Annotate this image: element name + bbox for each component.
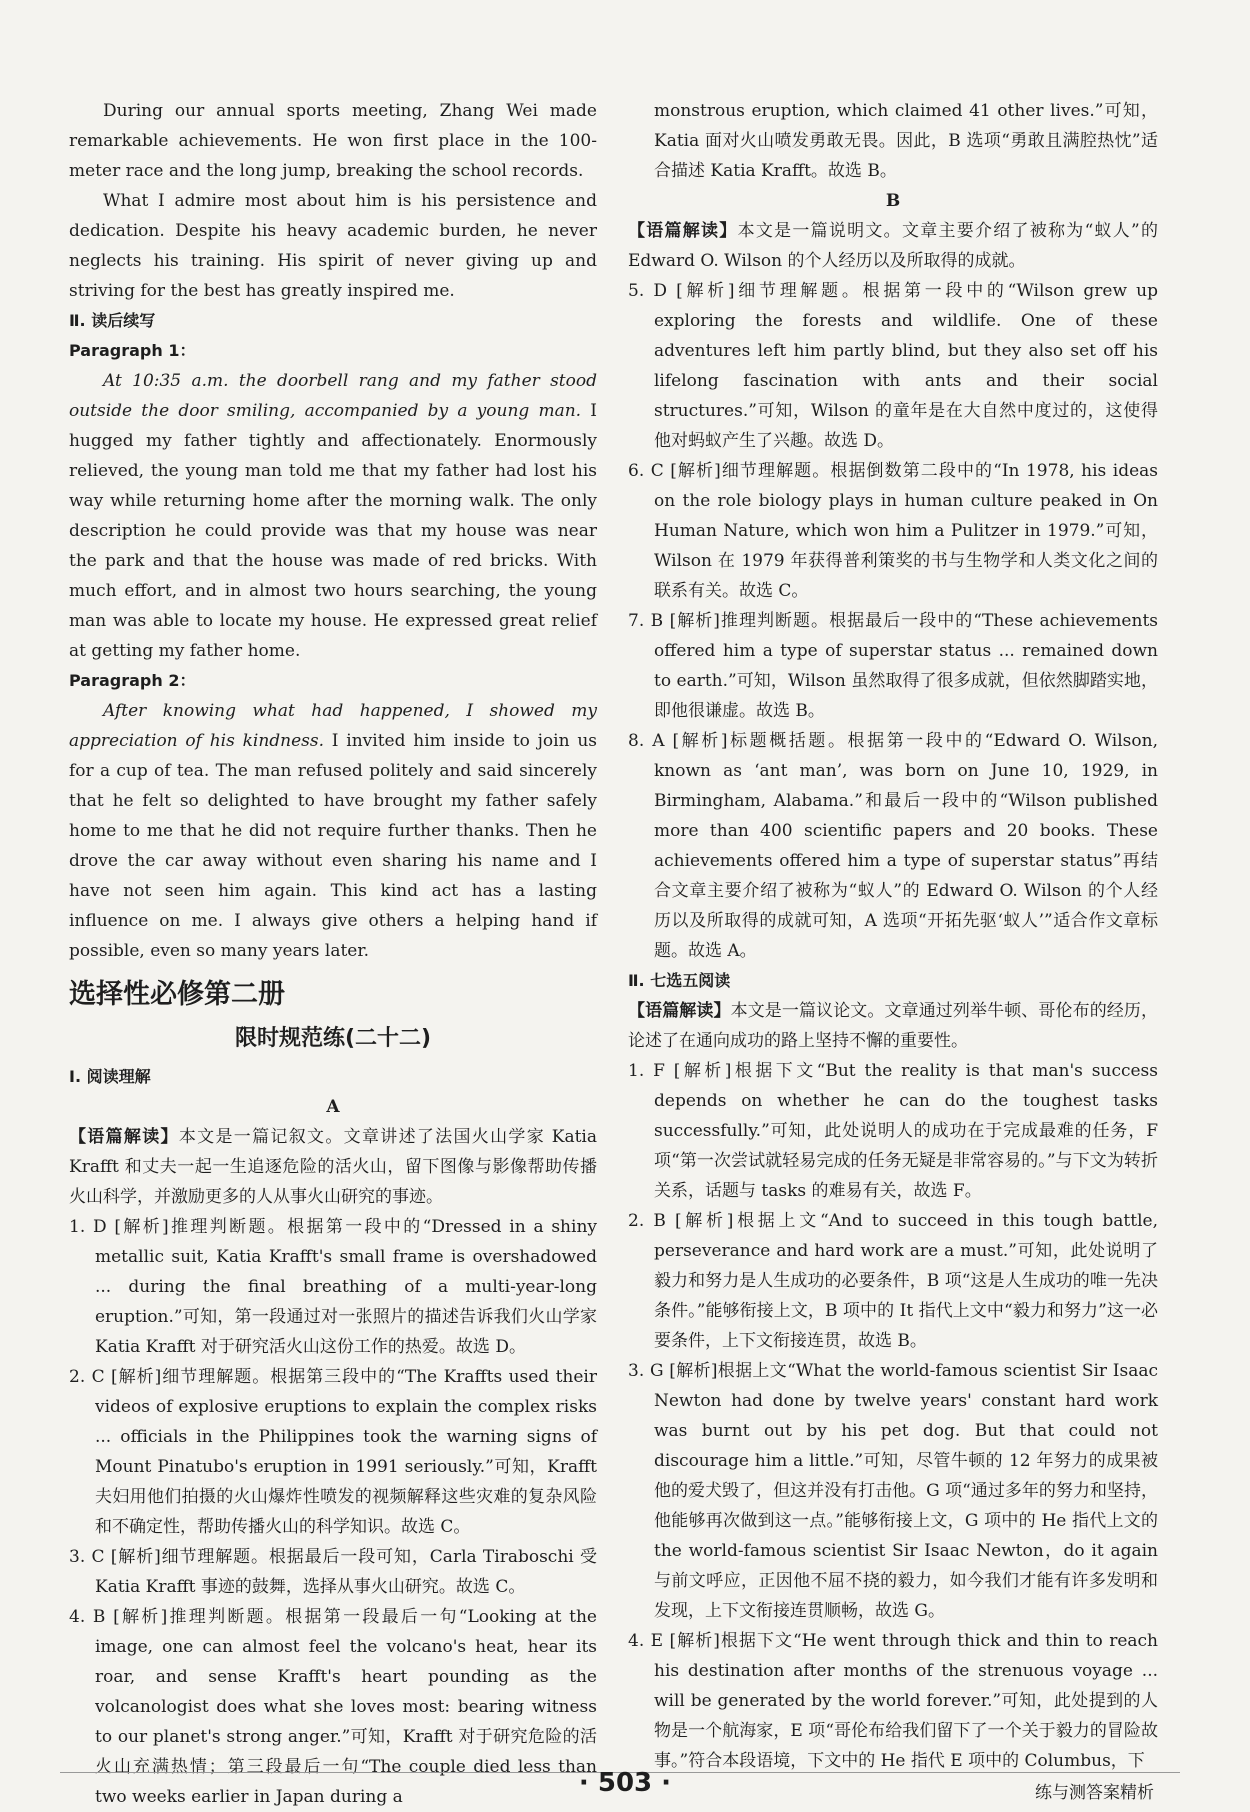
seven-five-intro bbox=[628, 996, 1158, 1056]
footer-book-name: 练与测答案精析 bbox=[1035, 1783, 1154, 1803]
paragraph-2-text bbox=[69, 696, 597, 966]
essay-paragraph-1: During our annual sports meeting, Zhang Wei made remarkable achievements. He won first place in the 100-meter race and the long jump, breaking the school records. bbox=[69, 101, 597, 181]
paragraph-2-body: I invited him inside to join us for a cup of tea. The man refused politely and said sincerely that he felt so delighted to have brought my father safely home to me that he did not require further thanks. Then he drove the car away without even sharing his name and I have not seen him again. This kind act has a lasting influence on me. I always give others a helping hand if possible, even so many years later. bbox=[69, 731, 597, 961]
answer-4: 4. B [解析]推理判断题。根据第一段最后一句“Looking at the image, one can almost feel the volcano's heat, hear its roar, and sense Krafft's heart pounding as the volcanologist does what she loves most: bearing witness to our planet's strong anger.”可知，Krafft 对于研究危险的活火山充满热情；第三段最后一句“The couple died less than two weeks earlier in Japan during a bbox=[69, 1607, 597, 1807]
paragraph-1-opening: At 10:35 a.m. the doorbell rang and my father stood outside the door smiling, accompanied by a young man. bbox=[69, 371, 597, 421]
section-heading-seven-choose-five: Ⅱ. 七选五阅读 bbox=[628, 971, 731, 990]
book-section-title: 选择性必修第二册 bbox=[69, 979, 285, 1010]
section-heading-reading: Ⅰ. 阅读理解 bbox=[69, 1067, 151, 1086]
paragraph-1-text bbox=[69, 366, 597, 666]
intro-tag: 【语篇解读】 bbox=[69, 1127, 179, 1147]
left-column bbox=[69, 96, 597, 1812]
intro-tag: 【语篇解读】 bbox=[628, 1001, 731, 1021]
passage-a-label: A bbox=[326, 1097, 340, 1117]
passage-b-label: B bbox=[885, 191, 901, 211]
essay-paragraph-2: What I admire most about him is his persistence and dedication. Despite his heavy academic burden, he never neglects his training. His spirit of never giving up and striving for the best has greatly inspired me. bbox=[69, 191, 597, 301]
answer-5: 5. D [解析]细节理解题。根据第一段中的“Wilson grew up exploring the forests and wildlife. One of these adventures left him partly blind, but they also set off his lifelong fascination with ants and their social structures.”可知，Wilson 的童年是在大自然中度过的，这使得他对蚂蚁产生了兴趣。故选 D。 bbox=[628, 281, 1158, 451]
intro-text: 本文是一篇说明文。文章主要介绍了被称为“蚁人”的 Edward O. Wilson 的个人经历以及所取得的成就。 bbox=[628, 221, 1158, 271]
intro-text: 本文是一篇记叙文。文章讲述了法国火山学家 Katia Krafft 和丈夫一起一生追逐危险的活火山，留下图像与影像帮助传播火山科学，并激励更多的人从事火山研究的事迹。 bbox=[69, 1127, 597, 1207]
page-number: · 503 · bbox=[578, 1768, 672, 1798]
answer-6: 6. C [解析]细节理解题。根据倒数第二段中的“In 1978, his ideas on the role biology plays in human culture peaked in On Human Nature, which won him a Pulitzer in 1979.”可知，Wilson 在 1979 年获得普利策奖的书与生物学和人类文化之间的联系有关。故选 C。 bbox=[628, 461, 1158, 601]
right-column bbox=[628, 96, 1158, 1776]
answer-1: 1. D [解析]推理判断题。根据第一段中的“Dressed in a shiny metallic suit, Katia Krafft's small frame is overshadowed ... during the final breathing of a multi-year-long eruption.”可知，第一段通过对一张照片的描述告诉我们火山学家 Katia Krafft 对于研究活火山这份工作的热爱。故选 D。 bbox=[69, 1217, 597, 1357]
passage-b-intro bbox=[628, 216, 1158, 276]
answer-s1: 1. F [解析]根据下文“But the reality is that man's success depends on whether he can do the toughest tasks successfully.”可知，此处说明人的成功在于完成最难的任务，F 项“第一次尝试就轻易完成的任务无疑是非常容易的。”与下文为转折关系，话题与 tasks 的难易有关，故选 F。 bbox=[628, 1061, 1158, 1201]
intro-text: 本文是一篇议论文。文章通过列举牛顿、哥伦布的经历，论述了在通向成功的路上坚持不懈的重要性。 bbox=[628, 1001, 1159, 1051]
answer-2: 2. C [解析]细节理解题。根据第三段中的“The Kraffts used their videos of explosive eruptions to explain the complex risks ... officials in the Philippines took the warning signs of Mount Pinatubo's eruption in 1991 seriously.”可知，Krafft 夫妇用他们拍摄的火山爆炸性喷发的视频解释这些灾难的复杂风险和不确定性，帮助传播火山的科学知识。故选 C。 bbox=[69, 1367, 597, 1537]
paragraph-2-label: Paragraph 2： bbox=[69, 671, 196, 690]
answer-3: 3. C [解析]细节理解题。根据最后一段可知，Carla Tiraboschi 受 Katia Krafft 事迹的鼓舞，选择从事火山研究。故选 C。 bbox=[69, 1547, 597, 1597]
paragraph-2-opening: After knowing what had happened, I showed my appreciation of his kindness. bbox=[69, 701, 597, 751]
paragraph-1-body: I hugged my father tightly and affectionately. Enormously relieved, the young man told me that my father had lost his way while returning home after the morning walk. The only description he could provide was that my house was near the park and that the house was made of red bricks. With much effort, and in almost two hours searching, the young man was able to locate my house. He expressed great relief at getting my father home. bbox=[69, 401, 597, 661]
answer-7: 7. B [解析]推理判断题。根据最后一段中的“These achievements offered him a type of superstar status ... remained down to earth.”可知，Wilson 虽然取得了很多成就，但依然脚踏实地，即他很谦虚。故选 B。 bbox=[628, 611, 1158, 721]
paragraph-1-label: Paragraph 1： bbox=[69, 341, 196, 360]
answer-s3: 3. G [解析]根据上文“What the world-famous scientist Sir Isaac Newton had done by twelve years' constant hard work was burnt out by his pet dog. But that could not discourage him a little.”可知，尽管牛顿的 12 年努力的成果被他的爱犬毁了，但这并没有打击他。G 项“通过多年的努力和坚持，他能够再次做到这一点。”能够衔接上文，G 项中的 He 指代上文的 the world-famous scientist Sir Isaac Newton，do it again 与前文呼应，正因他不屈不挠的毅力，如今我们才能有许多发明和发现，上下文衔接连贯顺畅，故选 G。 bbox=[628, 1361, 1158, 1621]
answer-s2: 2. B [解析]根据上文“And to succeed in this tough battle, perseverance and hard work are a must.”可知，此处说明了毅力和努力是人生成功的必要条件，B 项“这是人生成功的唯一先决条件。”能够衔接上文，B 项中的 It 指代上文中“毅力和努力”这一必要条件，上下文衔接连贯，故选 B。 bbox=[628, 1211, 1158, 1351]
passage-a-intro bbox=[69, 1122, 597, 1212]
intro-tag: 【语篇解读】 bbox=[628, 221, 738, 241]
practice-title: 限时规范练(二十二) bbox=[234, 1026, 432, 1051]
answer-4-continued: monstrous eruption, which claimed 41 other lives.”可知，Katia 面对火山喷发勇敢无畏。因此，B 选项“勇敢且满腔热忱”适合描述 Katia Krafft。故选 B。 bbox=[654, 101, 1158, 181]
answer-8: 8. A [解析]标题概括题。根据第一段中的“Edward O. Wilson, known as ‘ant man’, was born on June 10, 1929, in Birmingham, Alabama.”和最后一段中的“Wilson published more than 400 scientific papers and 20 books. These achievements offered him a type of superstar status”再结合文章主要介绍了被称为“蚁人”的 Edward O. Wilson 的个人经历以及所取得的成就可知，A 选项“开拓先驱‘蚁人’”适合作文章标题。故选 A。 bbox=[628, 731, 1158, 961]
section-heading-continuation-writing: Ⅱ. 读后续写 bbox=[69, 311, 156, 330]
answer-s4: 4. E [解析]根据下文“He went through thick and thin to reach his destination after months of the strenuous voyage ... will be generated by the world forever.”可知，此处提到的人物是一个航海家，E 项“哥伦布给我们留下了一个关于毅力的冒险故事。”符合本段语境，下文中的 He 指代 E 项中的 Columbus，下 bbox=[628, 1631, 1158, 1771]
